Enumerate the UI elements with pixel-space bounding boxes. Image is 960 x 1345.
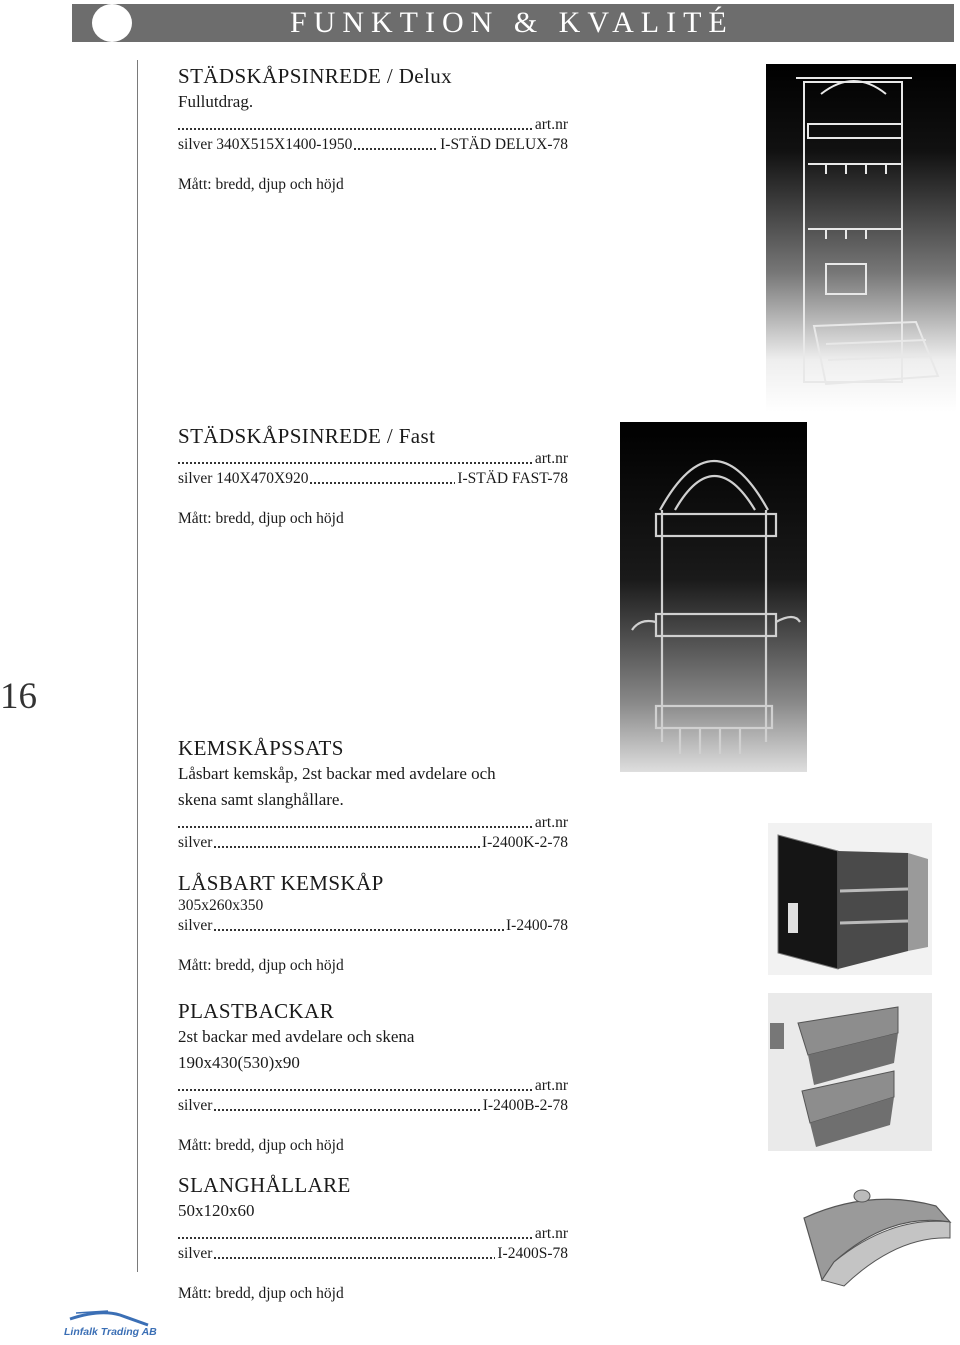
row-label: silver [178,917,213,934]
price-row [178,1244,578,1264]
price-row [178,833,578,853]
product-photo-plastbackar [768,993,932,1151]
row-label: silver 340X515X1400-1950 [178,136,353,153]
section-title: SLANGHÅLLARE [178,1173,351,1197]
section-kemskapssats [178,735,578,853]
product-photo-fast [620,422,807,772]
artnr-row [178,1076,578,1096]
artnr-label: art.nr [534,450,568,467]
dimension-note: Mått: bredd, djup och höjd [178,957,344,974]
section-title: PLASTBACKAR [178,999,335,1023]
section-fast [178,423,578,529]
product-photo-kemskap [768,823,932,975]
header-title: FUNKTION & KVALITÉ [290,6,734,39]
article-code: I-2400S-78 [497,1245,568,1262]
artnr-row [178,449,578,469]
article-code: I-STÄD FAST-78 [457,470,568,487]
artnr-label: art.nr [534,1077,568,1094]
section-title: LÅSBART KEMSKÅP [178,871,384,895]
artnr-row [178,1224,578,1244]
section-title: STÄDSKÅPSINREDE / Delux [178,64,453,88]
section-title: KEMSKÅPSSATS [178,736,344,760]
section-kemskap [178,870,578,976]
company-logo [60,1305,170,1340]
article-code: I-2400K-2-78 [481,834,568,851]
row-label: silver 140X470X920 [178,470,309,487]
section-desc-line1: Låsbart kemskåp, 2st backar med avdelare och [178,764,496,783]
product-photo-slanghallare [800,1180,952,1290]
row-label: silver [178,1245,213,1262]
dimension-note: Mått: bredd, djup och höjd [178,1285,344,1302]
article-code: I-STÄD DELUX-78 [440,136,568,153]
section-plastbackar [178,998,578,1156]
section-desc: 2st backar med avdelare och skena [178,1027,415,1046]
price-row [178,1096,578,1116]
row-label: silver [178,834,213,851]
price-row [178,135,578,155]
logo-text: Linfalk Trading AB [64,1326,157,1338]
dims-row [178,896,578,916]
article-code: I-2400-78 [506,917,568,934]
header-circle-icon [92,4,132,42]
artnr-label: art.nr [534,814,568,831]
dims: 305x260x350 [178,897,264,914]
page-number: 16 [0,676,37,717]
artnr-row [178,115,578,135]
dims: 50x120x60 [178,1201,255,1220]
section-title: STÄDSKÅPSINREDE / Fast [178,424,436,448]
product-photo-delux [766,64,956,412]
section-desc-line2: skena samt slanghållare. [178,790,344,809]
artnr-label: art.nr [534,116,568,133]
dimension-note: Mått: bredd, djup och höjd [178,1137,344,1154]
artnr-row [178,813,578,833]
left-divider [137,60,138,1272]
section-subtitle: Fullutdrag. [178,92,254,111]
dimension-note: Mått: bredd, djup och höjd [178,510,344,527]
section-slanghallare [178,1172,578,1304]
article-code: I-2400B-2-78 [482,1097,568,1114]
artnr-label: art.nr [534,1225,568,1242]
row-label: silver [178,1097,213,1114]
price-row [178,916,578,936]
dims: 190x430(530)x90 [178,1053,300,1072]
dimension-note: Mått: bredd, djup och höjd [178,176,344,193]
price-row [178,469,578,489]
section-delux [178,63,578,195]
